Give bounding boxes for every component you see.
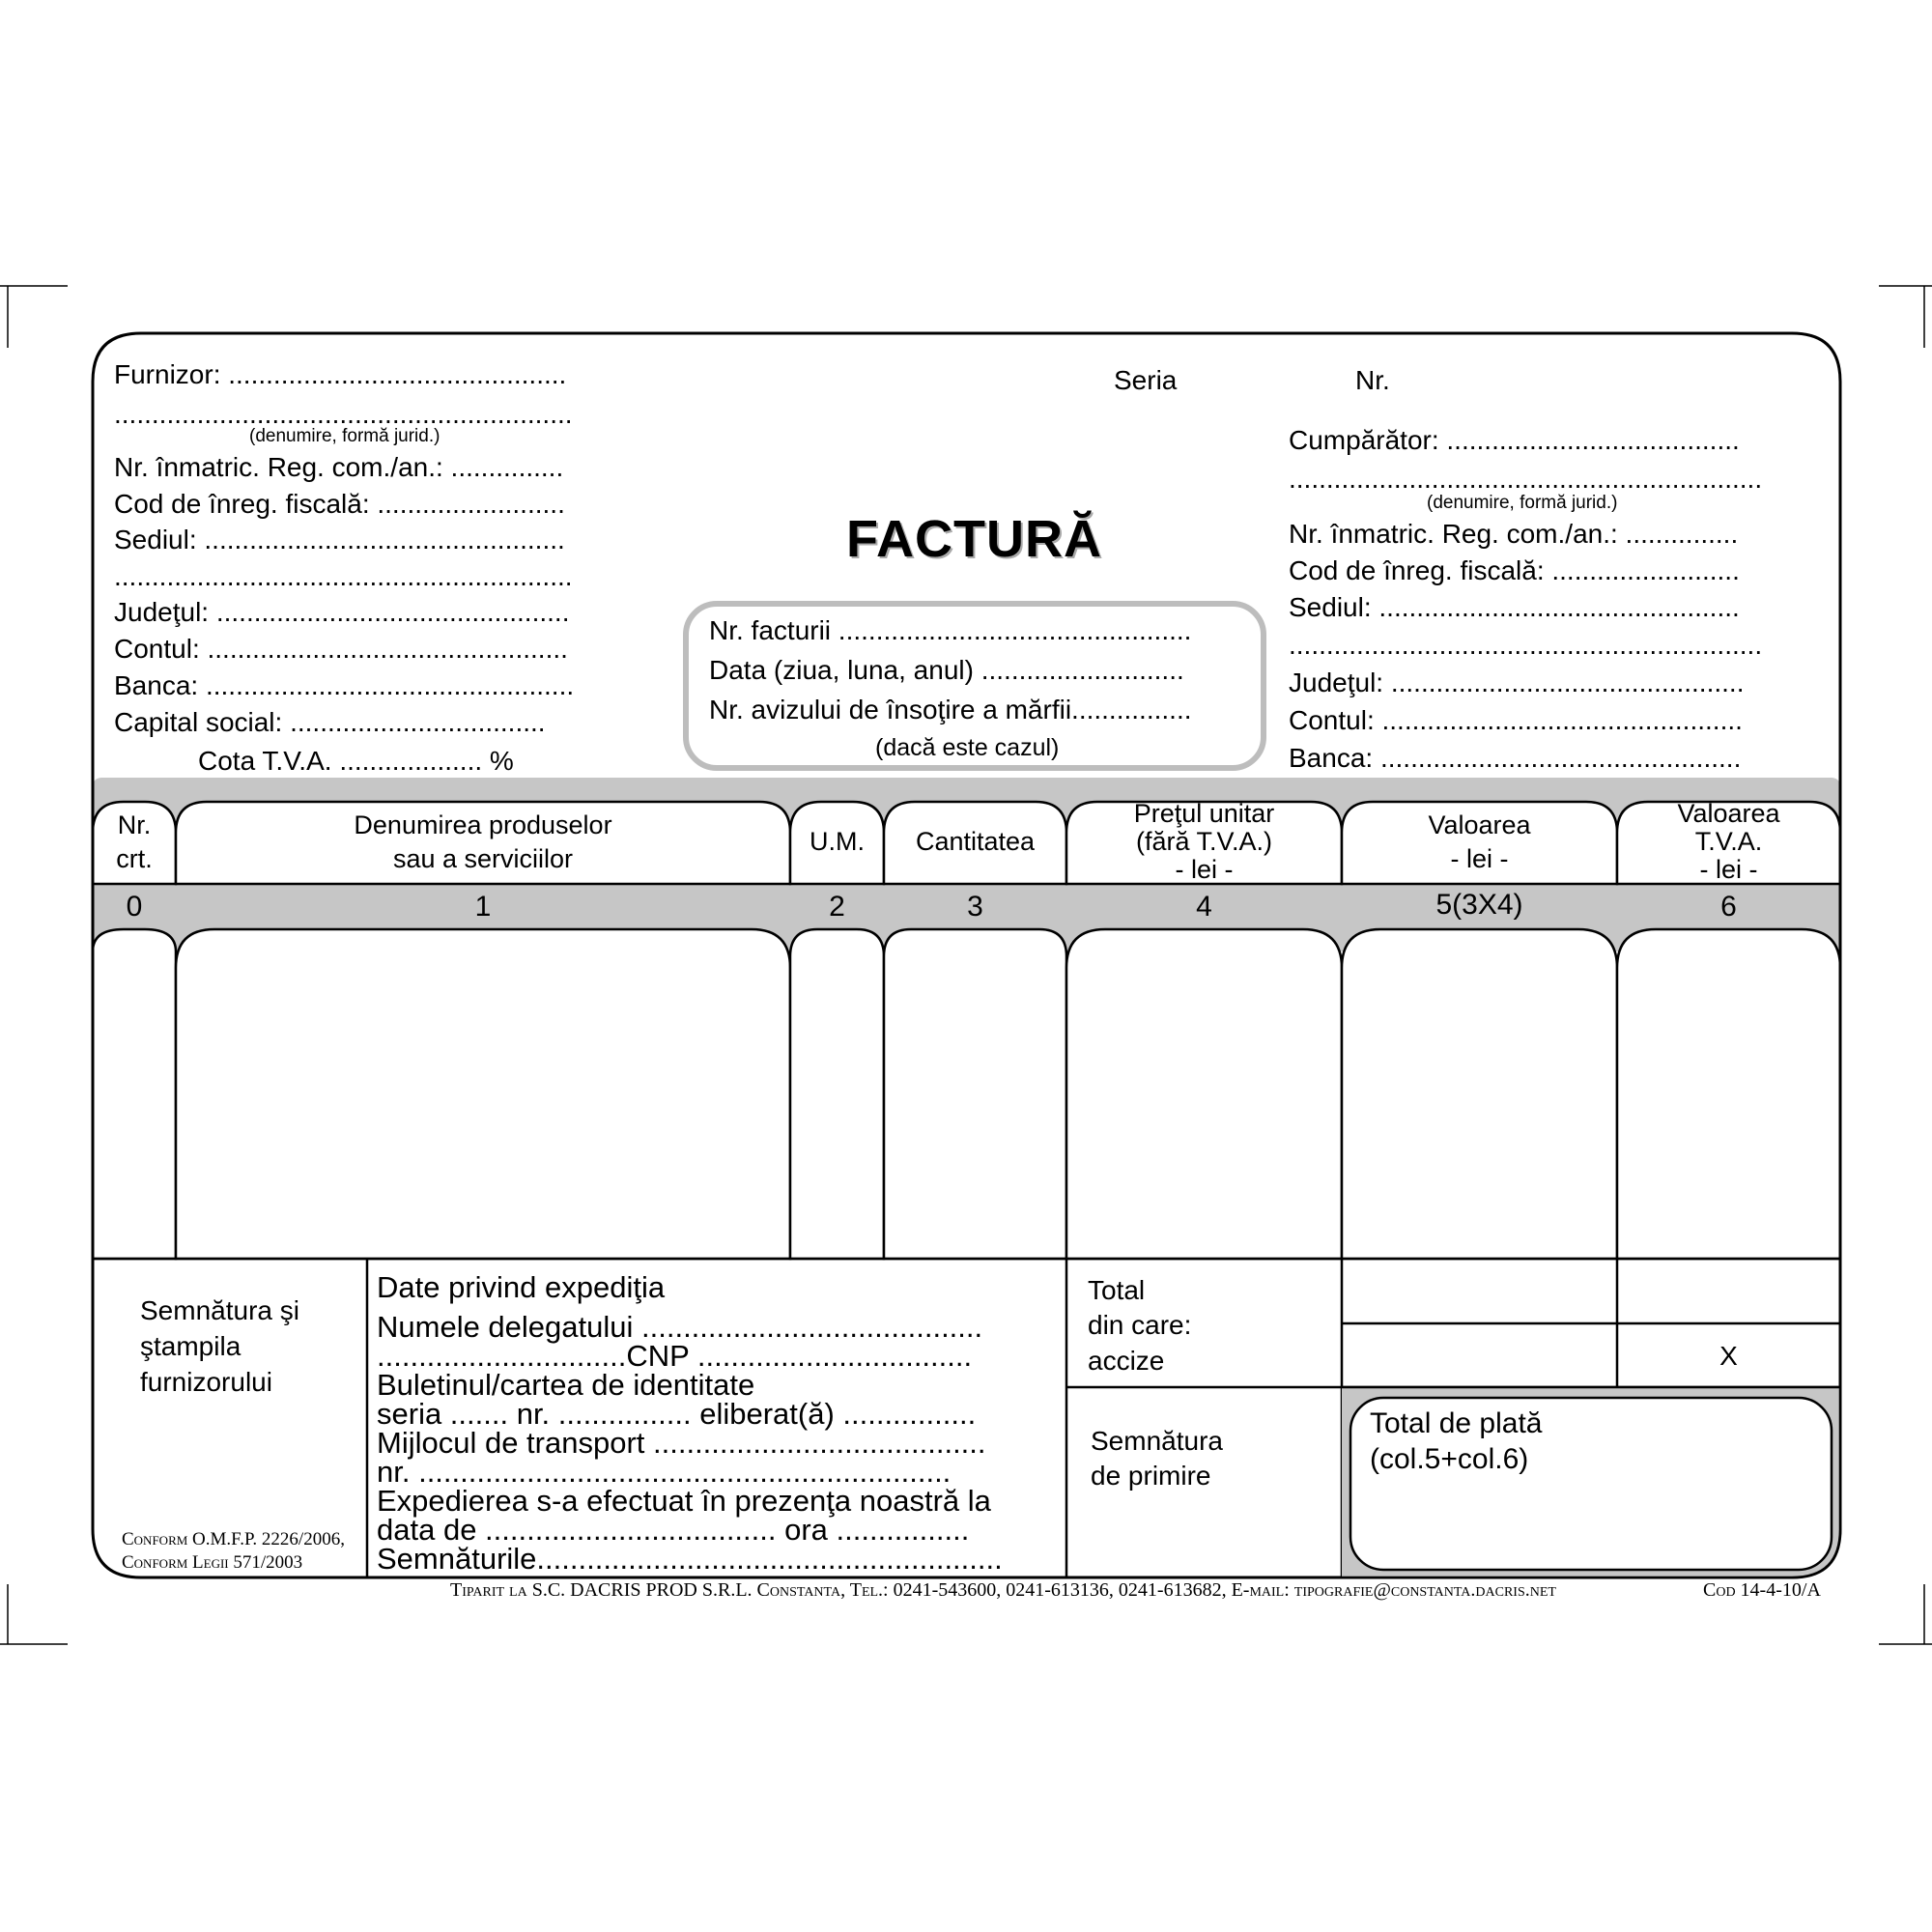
nr-label: Nr. <box>1355 365 1390 395</box>
col-6-header <box>1617 800 1840 884</box>
supplier-tva: Cota T.V.A. ................... % <box>198 746 514 776</box>
buyer-sediu: Sediul: ................................................ <box>1289 592 1740 622</box>
col-1-header <box>176 811 790 873</box>
supplier-name-line: ............................................................. <box>114 399 573 429</box>
col-0-label-2: crt. <box>116 844 153 873</box>
expedition-signatures: Semnăturile........................................................ <box>377 1542 1003 1576</box>
total-plata-formula: (col.5+col.6) <box>1370 1443 1529 1475</box>
col-6-number: 6 <box>1720 891 1737 923</box>
col-5-header <box>1342 811 1617 873</box>
receiver-signature-label-1: Semnătura <box>1091 1426 1223 1456</box>
col-1-label-2: sau a serviciilor <box>392 844 574 873</box>
buyer-cif: Cod de înreg. fiscală: ......................... <box>1289 555 1740 585</box>
expedition-presence: Expedierea s-a efectuat în prezenţa noastră la <box>377 1484 991 1518</box>
expedition-title: Date privind expediţia <box>377 1270 666 1304</box>
printer-info: Tiparit la S.C. DACRIS PROD S.R.L. Constanta, Tel.: 0241-543600, 0241-613136, 0241-613682, E-mail: tipografie@constanta.dacris.net <box>450 1579 1556 1601</box>
supplier-reg-com: Nr. înmatric. Reg. com./an.: ............... <box>114 452 564 482</box>
col-6-label-1: Valoarea <box>1677 799 1780 828</box>
buyer-sediu-line: ............................................................... <box>1289 630 1763 660</box>
invoice-title: FACTURĂ <box>846 510 1102 568</box>
supplier-sediu-line: ............................................................. <box>114 561 573 591</box>
supplier-title: Furnizor: ............................................. <box>114 359 567 389</box>
supplier-banca: Banca: ................................................. <box>114 670 575 700</box>
buyer-judet: Judeţul: ............................................... <box>1289 668 1745 697</box>
invoice-aviz: Nr. avizului de însoţire a mărfii................ <box>709 695 1192 724</box>
supplier-signature-label-1: Semnătura şi <box>140 1295 299 1325</box>
col-0-header <box>93 811 176 873</box>
col-1-number: 1 <box>474 891 492 923</box>
conform-lege: Conform Legii 571/2003 <box>122 1552 303 1573</box>
supplier-cont: Contul: ................................................ <box>114 634 568 664</box>
buyer-title: Cumpărător: ....................................... <box>1289 425 1740 455</box>
supplier-capital: Capital social: .................................. <box>114 707 546 737</box>
supplier-sediu: Sediul: ................................................ <box>114 525 565 554</box>
receiver-signature-label-2: de primire <box>1091 1461 1211 1491</box>
col-4-number: 4 <box>1196 891 1212 923</box>
supplier-name-hint: (denumire, formă jurid.) <box>249 426 440 446</box>
col-0-label-1: Nr. <box>117 810 152 839</box>
buyer-banca: Banca: ................................................ <box>1289 743 1742 773</box>
col-1-label-1: Denumirea produselor <box>354 810 612 839</box>
din-care-label: din care: <box>1088 1310 1192 1340</box>
col-6-label-2: T.V.A. <box>1694 827 1763 856</box>
expedition-cnp: ..............................CNP ................................. <box>377 1339 973 1373</box>
total-label: Total <box>1088 1275 1146 1305</box>
expedition-date: data de ................................... ora ................ <box>377 1513 970 1547</box>
col-2-header <box>790 828 884 856</box>
supplier-signature-label-3: furnizorului <box>140 1367 272 1397</box>
col-5-label-2: - lei - <box>1450 844 1509 873</box>
expedition-id-card: Buletinul/cartea de identitate <box>377 1368 755 1402</box>
supplier-cif: Cod de înreg. fiscală: ......................... <box>114 489 565 519</box>
buyer-name-hint: (denumire, formă jurid.) <box>1427 493 1618 513</box>
expedition-transport: Mijlocul de transport ........................................ <box>377 1426 986 1460</box>
col-3-header <box>884 828 1066 856</box>
total-plata-label: Total de plată <box>1370 1407 1543 1439</box>
supplier-judet: Judeţul: ............................................... <box>114 597 570 627</box>
col-2-number: 2 <box>829 891 845 923</box>
conform-omfp: Conform O.M.F.P. 2226/2006, <box>122 1529 345 1549</box>
form-code: Cod 14-4-10/A <box>1703 1579 1821 1601</box>
col-3-number: 3 <box>967 891 983 923</box>
col-5-label-1: Valoarea <box>1428 810 1531 839</box>
seria-label: Seria <box>1114 365 1178 395</box>
col-0-number: 0 <box>126 891 143 923</box>
invoice-number: Nr. facturii ............................................... <box>709 615 1192 645</box>
invoice-aviz-hint: (dacă este cazul) <box>875 734 1060 761</box>
buyer-name-line: ............................................................... <box>1289 464 1763 494</box>
col-3-label-1: Cantitatea <box>915 827 1036 856</box>
col-5-number: 5(3X4) <box>1435 889 1523 921</box>
buyer-reg-com: Nr. înmatric. Reg. com./an.: ............... <box>1289 519 1739 549</box>
expedition-transport-nr: nr. ................................................................ <box>377 1455 952 1489</box>
col-4-label-2: (fără T.V.A.) <box>1135 827 1273 856</box>
col-4-header <box>1066 800 1342 884</box>
expedition-id-series: seria ....... nr. ................ eliberat(ă) ................ <box>377 1397 977 1431</box>
invoice-date: Data (ziua, luna, anul) ........................... <box>709 655 1184 685</box>
expedition-delegate: Numele delegatului ......................................... <box>377 1310 983 1344</box>
accize-label: accize <box>1088 1346 1165 1376</box>
accize-x-mark: X <box>1719 1341 1738 1371</box>
col-4-label-1: Preţul unitar <box>1133 799 1275 828</box>
buyer-cont: Contul: ................................................ <box>1289 705 1743 735</box>
col-2-label-1: U.M. <box>810 827 865 856</box>
supplier-signature-label-2: ştampila <box>140 1331 242 1361</box>
col-4-label-3: - lei - <box>1175 855 1234 884</box>
col-6-label-3: - lei - <box>1699 855 1758 884</box>
